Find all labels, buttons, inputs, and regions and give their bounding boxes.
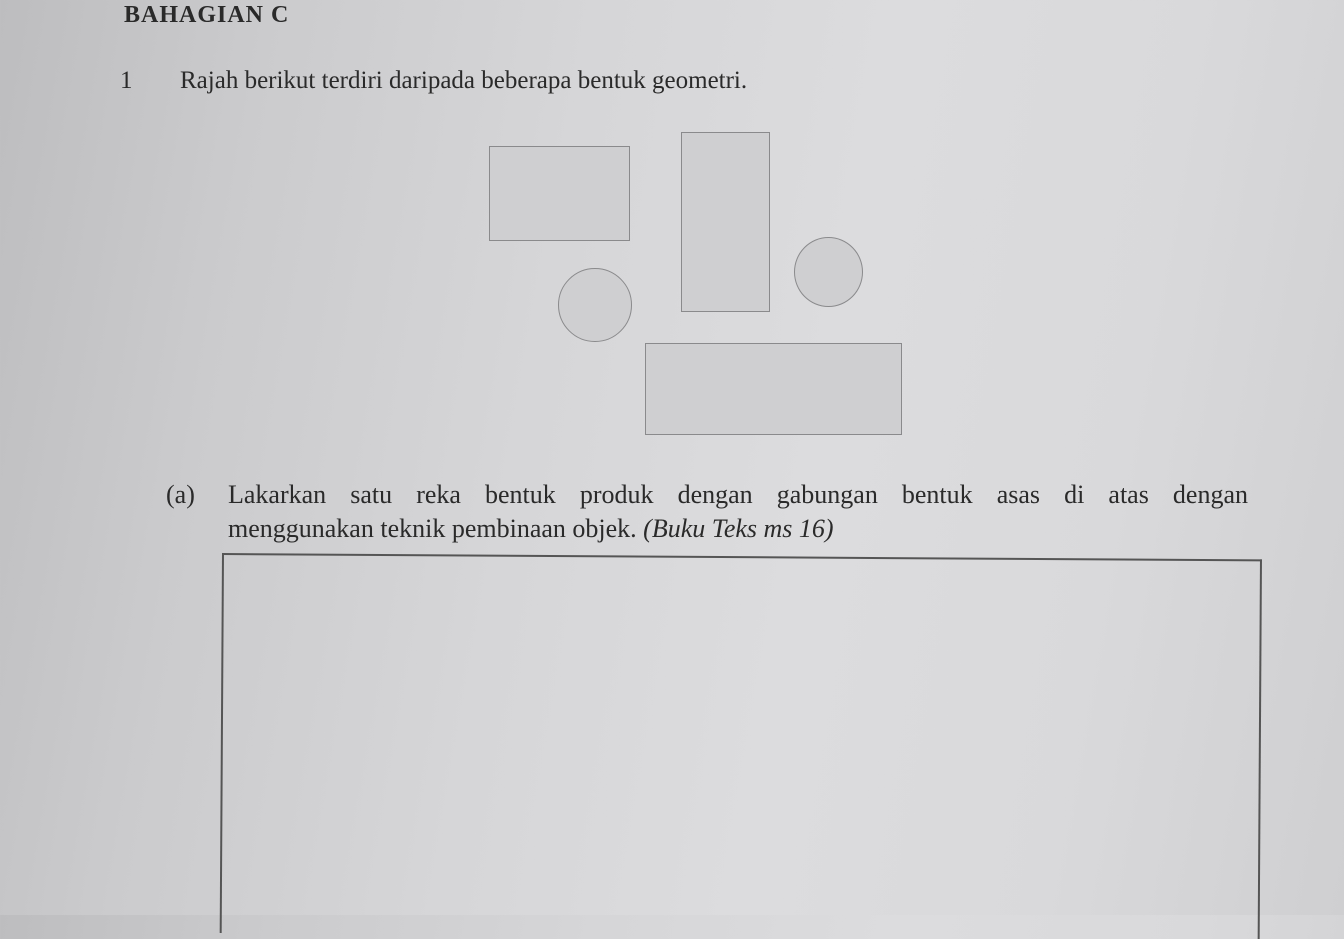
question-number: 1	[120, 67, 133, 94]
circle-shape-1	[558, 268, 632, 342]
sub-question-body	[228, 478, 1248, 546]
sub-question-line-1: Lakarkan satu reka bentuk produk dengan gabungan bentuk asas di atas dengan	[228, 480, 1248, 509]
question-text: Rajah berikut terdiri daripada beberapa bentuk geometri.	[180, 67, 748, 94]
rectangle-shape-3	[645, 343, 902, 435]
textbook-reference: (Buku Teks ms 16)	[643, 514, 834, 543]
rectangle-shape-1	[489, 146, 630, 241]
sub-question-line-2-text: menggunakan teknik pembinaan objek.	[228, 514, 637, 543]
answer-box[interactable]	[220, 553, 1262, 939]
sub-question-label: (a)	[166, 480, 195, 509]
circle-shape-2	[794, 237, 863, 307]
sub-question-line-2	[228, 512, 1248, 546]
section-title: BAHAGIAN C	[124, 2, 290, 28]
rectangle-shape-2	[681, 132, 770, 312]
